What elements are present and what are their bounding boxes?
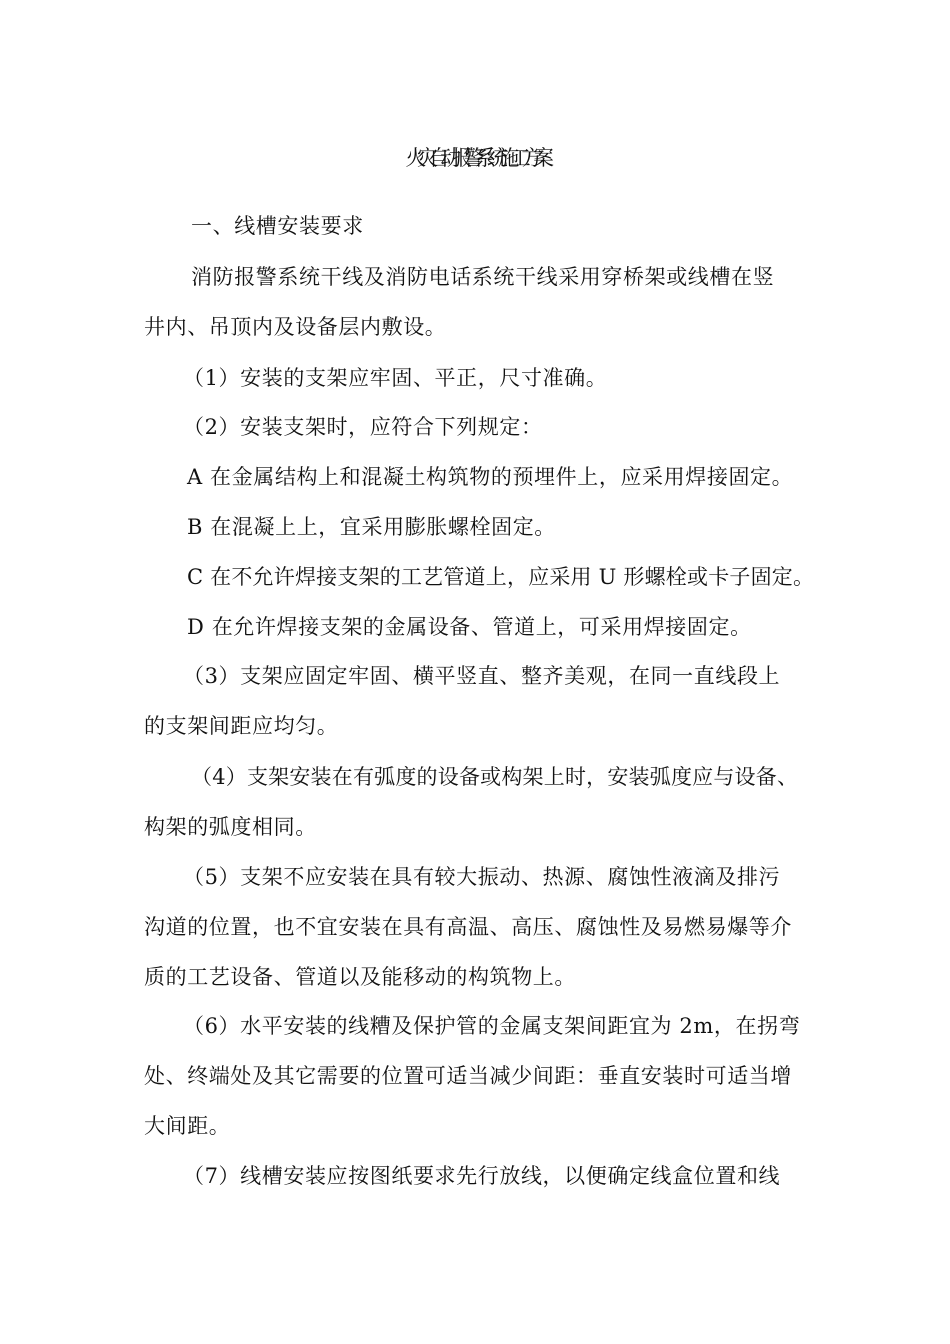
sub-list-item: A 在金属结构上和混凝土构筑物的预埋件上，应采用焊接固定。 (187, 465, 794, 489)
list-item-continuation: 大间距。 (144, 1114, 231, 1138)
list-item-continuation: 处、终端处及其它需要的位置可适当减少间距：垂直安装时可适当增 (144, 1064, 792, 1088)
sub-list-item: C 在不允许焊接支架的工艺管道上，应采用 U 形螺栓或卡子固定。 (187, 565, 815, 589)
list-item: （3）支架应固定牢固、横平竖直、整齐美观，在同一直线段上 (183, 664, 781, 688)
list-item-continuation: 构架的弧度相同。 (144, 815, 317, 839)
list-item: （2）安装支架时，应符合下列规定： (183, 415, 543, 439)
list-item-continuation: 质的工艺设备、管道以及能移动的构筑物上。 (144, 965, 576, 989)
document-title: 火灾自动报警系统施工方案 (405, 146, 545, 170)
list-item: （4）支架安装在有弧度的设备或构架上时，安装弧度应与设备、 (191, 765, 799, 789)
list-item: （7）线槽安装应按图纸要求先行放线，以便确定线盒位置和线 (183, 1164, 781, 1188)
list-item: （1）安装的支架应牢固、平正，尺寸准确。 (183, 366, 608, 390)
list-item: （6）水平安装的线糟及保护管的金属支架间距宜为 2m，在拐弯 (183, 1014, 801, 1038)
sub-list-item: B 在混凝上上，宜采用膨胀螺栓固定。 (187, 515, 556, 539)
paragraph-line: 井内、吊顶内及设备层内敷设。 (144, 315, 447, 339)
list-item: （5）支架不应安装在具有较大振动、热源、腐蚀性液滴及排污 (183, 865, 781, 889)
sub-list-item: D 在允许焊接支架的金属设备、管道上，可采用焊接固定。 (187, 615, 752, 639)
list-item-continuation: 沟道的位置，也不宜安装在具有高温、高压、腐蚀性及易燃易爆等介 (144, 915, 792, 939)
paragraph-line: 消防报警系统干线及消防电话系统干线采用穿桥架或线槽在竖 (191, 265, 775, 289)
list-item-continuation: 的支架间距应均匀。 (144, 714, 339, 738)
section-heading: 一、线槽安装要求 (191, 214, 364, 238)
